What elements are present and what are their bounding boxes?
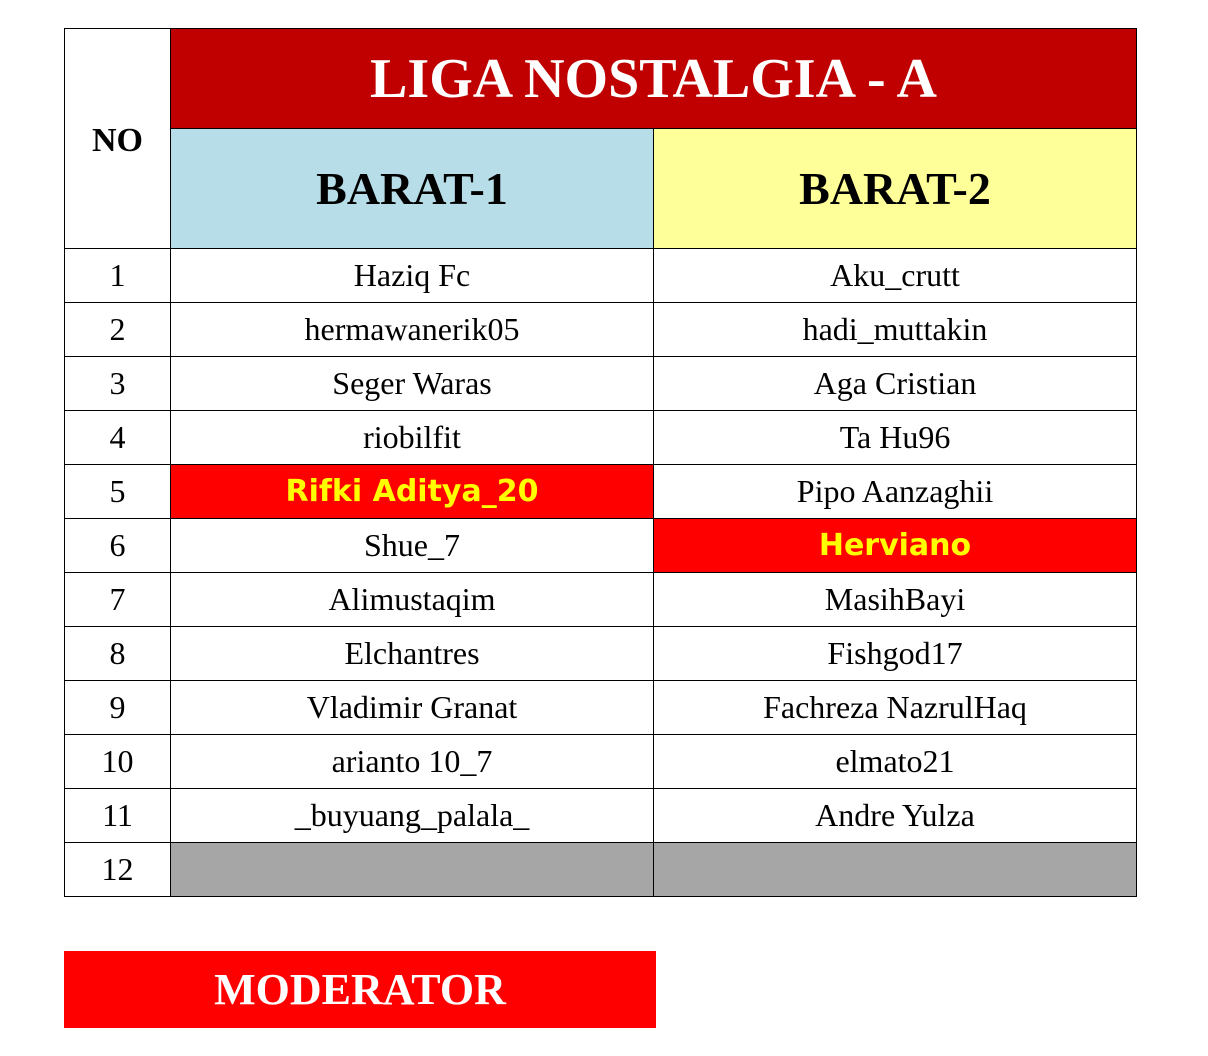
barat-2-player: Aga Cristian [654, 357, 1137, 411]
league-table [64, 28, 1137, 897]
group-header-barat-2: BARAT-2 [654, 129, 1137, 249]
table-row [65, 681, 1137, 735]
barat-2-player: MasihBayi [654, 573, 1137, 627]
barat-1-player: Seger Waras [171, 357, 654, 411]
barat-1-player: Rifki Aditya_20 [171, 465, 654, 519]
barat-2-player: Fachreza NazrulHaq [654, 681, 1137, 735]
row-number: 7 [65, 573, 171, 627]
row-number: 2 [65, 303, 171, 357]
barat-2-player: Andre Yulza [654, 789, 1137, 843]
barat-2-player: Fishgod17 [654, 627, 1137, 681]
barat-2-player: elmato21 [654, 735, 1137, 789]
table-row [65, 789, 1137, 843]
barat-1-player: Vladimir Granat [171, 681, 654, 735]
barat-1-player [171, 843, 654, 897]
barat-2-player [654, 843, 1137, 897]
row-number: 10 [65, 735, 171, 789]
barat-1-player: Haziq Fc [171, 249, 654, 303]
barat-1-player: riobilfit [171, 411, 654, 465]
table-row [65, 249, 1137, 303]
barat-2-player: Pipo Aanzaghii [654, 465, 1137, 519]
moderator-label: MODERATOR [64, 951, 656, 1028]
league-title: LIGA NOSTALGIA - A [171, 29, 1137, 129]
table-row [65, 465, 1137, 519]
table-row [65, 843, 1137, 897]
table-row [65, 519, 1137, 573]
barat-1-player: Elchantres [171, 627, 654, 681]
row-number: 4 [65, 411, 171, 465]
barat-1-player: hermawanerik05 [171, 303, 654, 357]
table-row [65, 411, 1137, 465]
table-row [65, 357, 1137, 411]
barat-1-player: Alimustaqim [171, 573, 654, 627]
row-number: 6 [65, 519, 171, 573]
barat-2-player: Ta Hu96 [654, 411, 1137, 465]
table-row [65, 573, 1137, 627]
table-row [65, 735, 1137, 789]
group-header-barat-1: BARAT-1 [171, 129, 654, 249]
row-number: 9 [65, 681, 171, 735]
table-row [65, 303, 1137, 357]
barat-1-player: Shue_7 [171, 519, 654, 573]
row-number: 1 [65, 249, 171, 303]
barat-1-player: arianto 10_7 [171, 735, 654, 789]
barat-2-player: Aku_crutt [654, 249, 1137, 303]
table-row [65, 627, 1137, 681]
no-column-header: NO [65, 29, 171, 249]
row-number: 3 [65, 357, 171, 411]
barat-2-player: hadi_muttakin [654, 303, 1137, 357]
row-number: 12 [65, 843, 171, 897]
row-number: 8 [65, 627, 171, 681]
barat-2-player: Herviano [654, 519, 1137, 573]
row-number: 11 [65, 789, 171, 843]
barat-1-player: _buyuang_palala_ [171, 789, 654, 843]
row-number: 5 [65, 465, 171, 519]
